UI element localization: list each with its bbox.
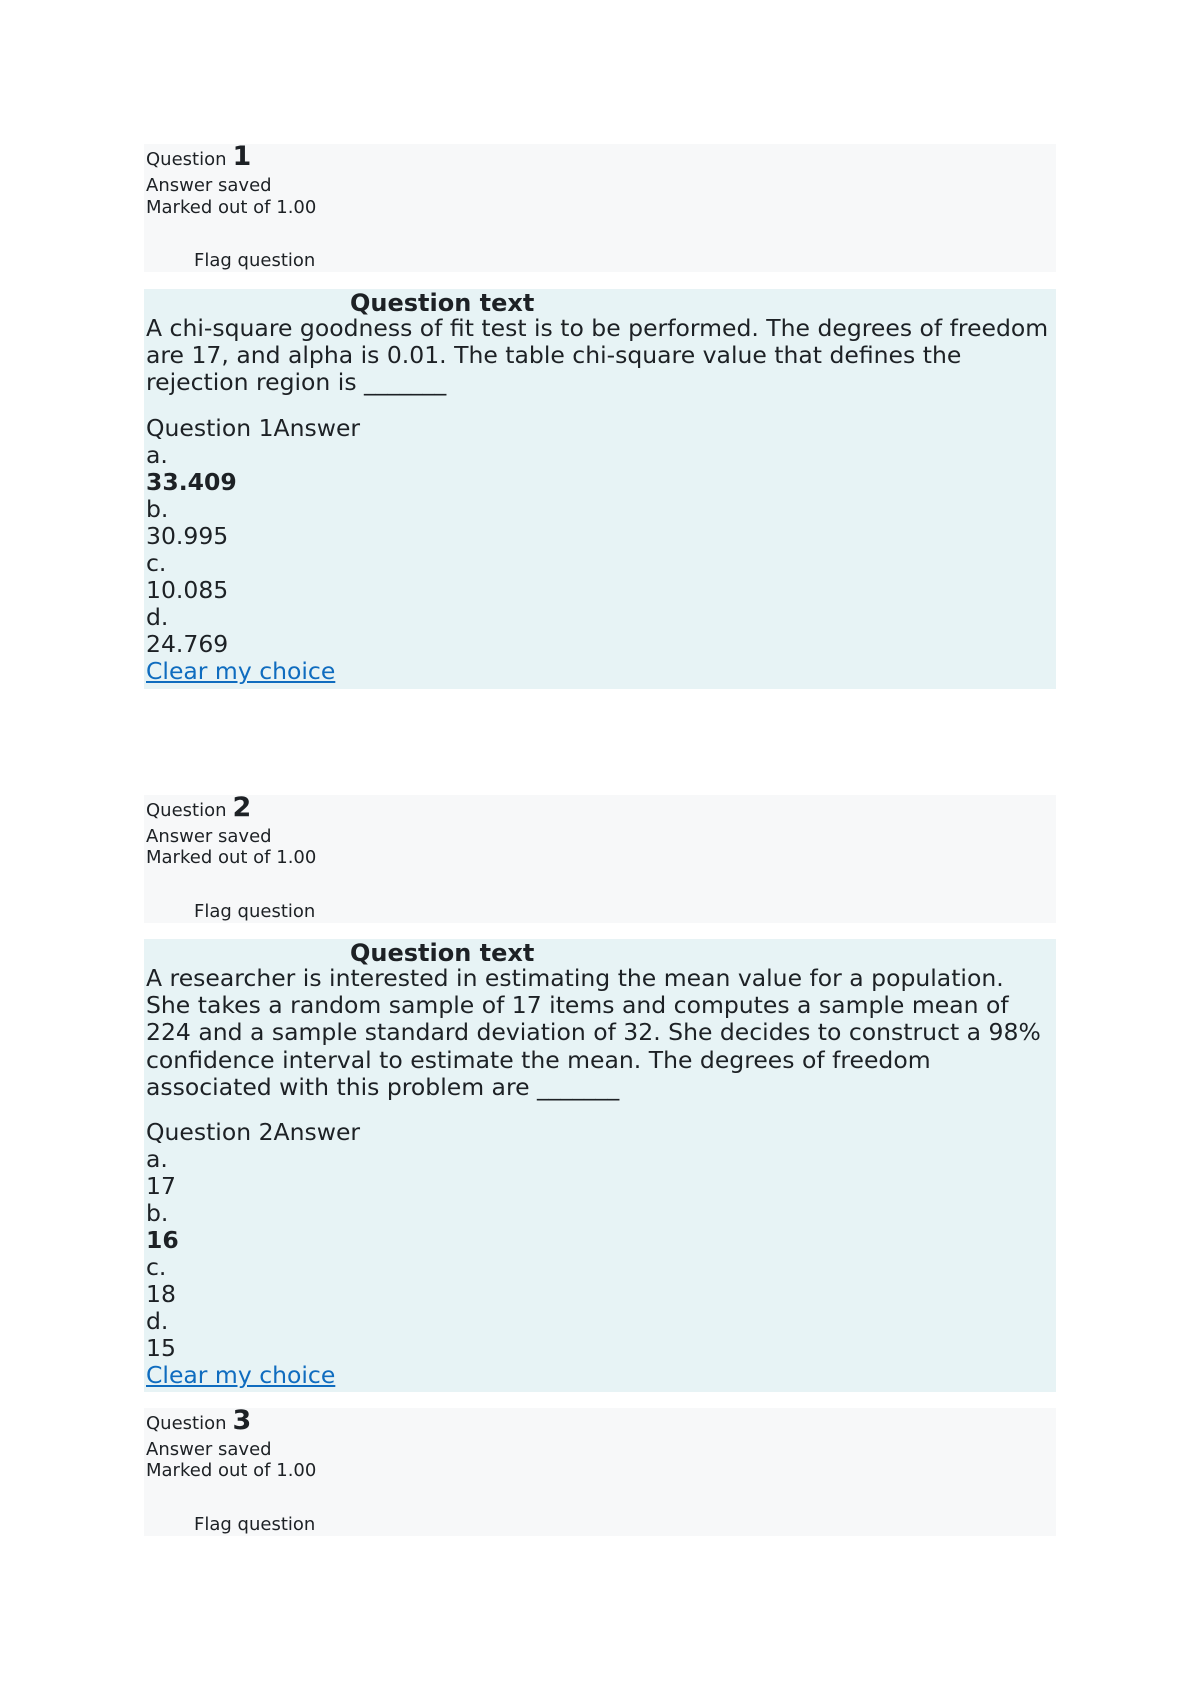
question-heading (146, 792, 252, 823)
question-number: 1 (232, 141, 252, 172)
option-letter-d[interactable]: d. (146, 603, 169, 631)
option-letter-a[interactable]: a. (146, 441, 168, 469)
option-letter-c[interactable]: c. (146, 549, 167, 577)
question-label: Question (146, 1413, 227, 1434)
question-info-1 (144, 141, 1056, 272)
option-text-d[interactable]: 24.769 (146, 630, 229, 658)
option-text-c[interactable]: 10.085 (146, 576, 229, 604)
option-text-c[interactable]: 18 (146, 1280, 176, 1308)
question-heading (146, 1405, 252, 1436)
question-label: Question (146, 800, 227, 821)
marked-out-of: Marked out of 1.00 (146, 197, 317, 218)
question-text-heading: Question text (350, 939, 535, 967)
question-content-1 (144, 289, 1056, 689)
question-number: 3 (232, 1405, 252, 1436)
question-content-2 (144, 939, 1056, 1392)
option-letter-d[interactable]: d. (146, 1307, 169, 1335)
option-letter-b[interactable]: b. (146, 495, 169, 523)
question-info-3 (144, 1405, 1056, 1536)
question-heading (146, 141, 252, 172)
question-info-2 (144, 792, 1056, 923)
option-letter-c[interactable]: c. (146, 1253, 167, 1281)
option-text-a[interactable]: 17 (146, 1172, 176, 1200)
answer-status: Answer saved (146, 175, 272, 196)
flag-question-button[interactable]: Flag question (194, 250, 316, 271)
marked-out-of: Marked out of 1.00 (146, 1460, 317, 1481)
option-text-b[interactable]: 16 (146, 1226, 179, 1254)
flag-question-button[interactable]: Flag question (194, 901, 316, 922)
answer-label: Question 2Answer (146, 1118, 361, 1146)
option-text-a[interactable]: 33.409 (146, 468, 237, 496)
flag-question-button[interactable]: Flag question (194, 1514, 316, 1535)
question-text-heading: Question text (350, 289, 535, 317)
clear-my-choice-link[interactable]: Clear my choice (146, 657, 336, 685)
answer-status: Answer saved (146, 826, 272, 847)
answer-block (146, 1119, 360, 1389)
question-number: 2 (232, 792, 252, 823)
answer-status: Answer saved (146, 1439, 272, 1460)
option-letter-b[interactable]: b. (146, 1199, 169, 1227)
option-text-b[interactable]: 30.995 (146, 522, 229, 550)
option-text-d[interactable]: 15 (146, 1334, 176, 1362)
answer-label: Question 1Answer (146, 414, 361, 442)
clear-my-choice-link[interactable]: Clear my choice (146, 1361, 336, 1389)
marked-out-of: Marked out of 1.00 (146, 847, 317, 868)
option-letter-a[interactable]: a. (146, 1145, 168, 1173)
question-text: A chi-square goodness of fit test is to be performed. The degrees of freedom are 17, and alpha is 0.01. The table chi-square value that defines the rejection region is _______ (146, 314, 1049, 397)
question-text: A researcher is interested in estimating the mean value for a population. She takes a random sample of 17 items and computes a sample mean of 224 and a sample standard deviation of 32. She decides to construct a 98% confidence interval to estimate the mean. The degrees of freedom associated with this problem are _______ (146, 964, 1041, 1101)
question-label: Question (146, 149, 227, 170)
answer-block (146, 415, 360, 685)
